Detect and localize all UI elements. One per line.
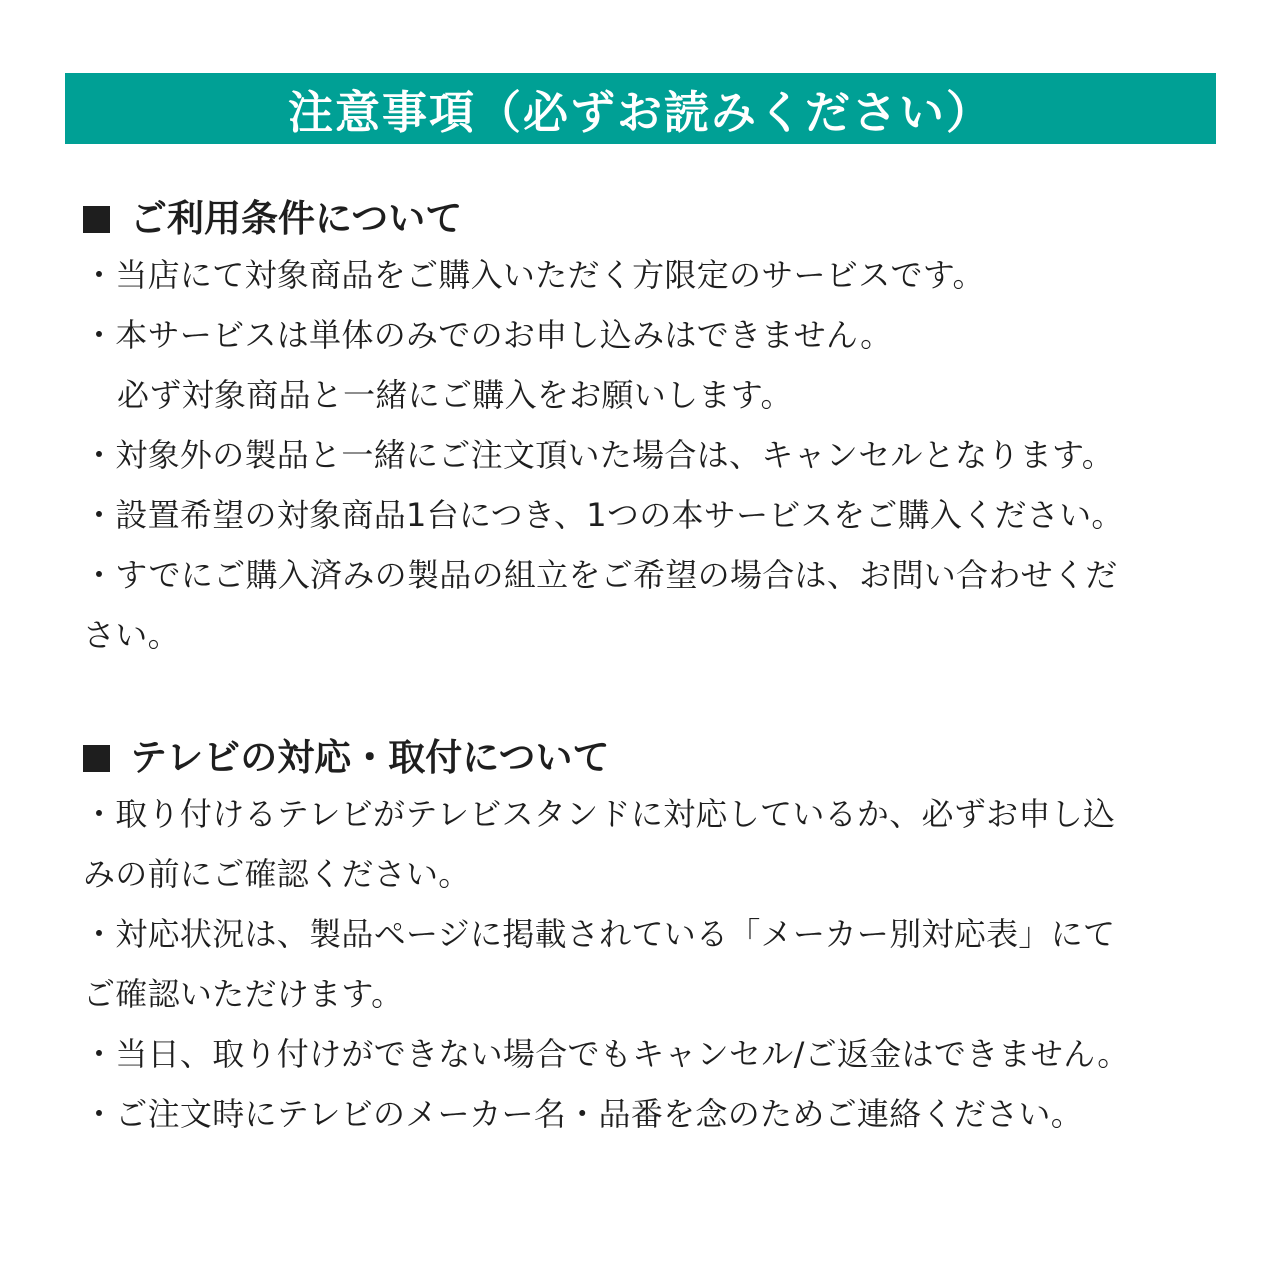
list-item: ・対応状況は、製品ページに掲載されている「メーカー別対応表」にて [83, 915, 1116, 953]
square-bullet-icon [83, 745, 110, 772]
tv-compatibility-section [83, 732, 1203, 1144]
list-item: ・設置希望の対象商品1台につき、1つの本サービスをご購入ください。 [83, 496, 1124, 534]
list-item: ・当店にて対象商品をご購入いただく方限定のサービスです。 [83, 256, 985, 294]
list-item-continuation: ご確認いただけます。 [83, 975, 404, 1013]
list-item: ・取り付けるテレビがテレビスタンドに対応しているか、必ずお申し込 [83, 795, 1116, 833]
list-item: ・ご注文時にテレビのメーカー名・品番を念のためご連絡ください。 [83, 1095, 1084, 1133]
square-bullet-icon [83, 206, 110, 233]
list-item-continuation: みの前にご確認ください。 [83, 855, 471, 893]
list-item: ・対象外の製品と一緒にご注文頂いた場合は、キャンセルとなります。 [83, 436, 1115, 474]
section-heading-text: ご利用条件について [130, 197, 463, 240]
section-heading [83, 193, 1203, 245]
section-heading-text: テレビの対応・取付について [130, 736, 610, 779]
list-item: ・当日、取り付けができない場合でもキャンセル/ご返金はできません。 [83, 1035, 1130, 1073]
notice-banner [65, 73, 1216, 144]
list-item: ・すでにご購入済みの製品の組立をご希望の場合は、お問い合わせくだ [83, 556, 1118, 594]
usage-conditions-section [83, 193, 1203, 665]
list-item-continuation: さい。 [83, 616, 180, 654]
list-item-continuation: 必ず対象商品と一緒にご購入をお願いします。 [117, 376, 793, 414]
list-item: ・本サービスは単体のみでのお申し込みはできません。 [83, 316, 893, 354]
banner-title: 注意事項（必ずお読みください） [287, 86, 993, 139]
section-heading [83, 732, 1203, 784]
